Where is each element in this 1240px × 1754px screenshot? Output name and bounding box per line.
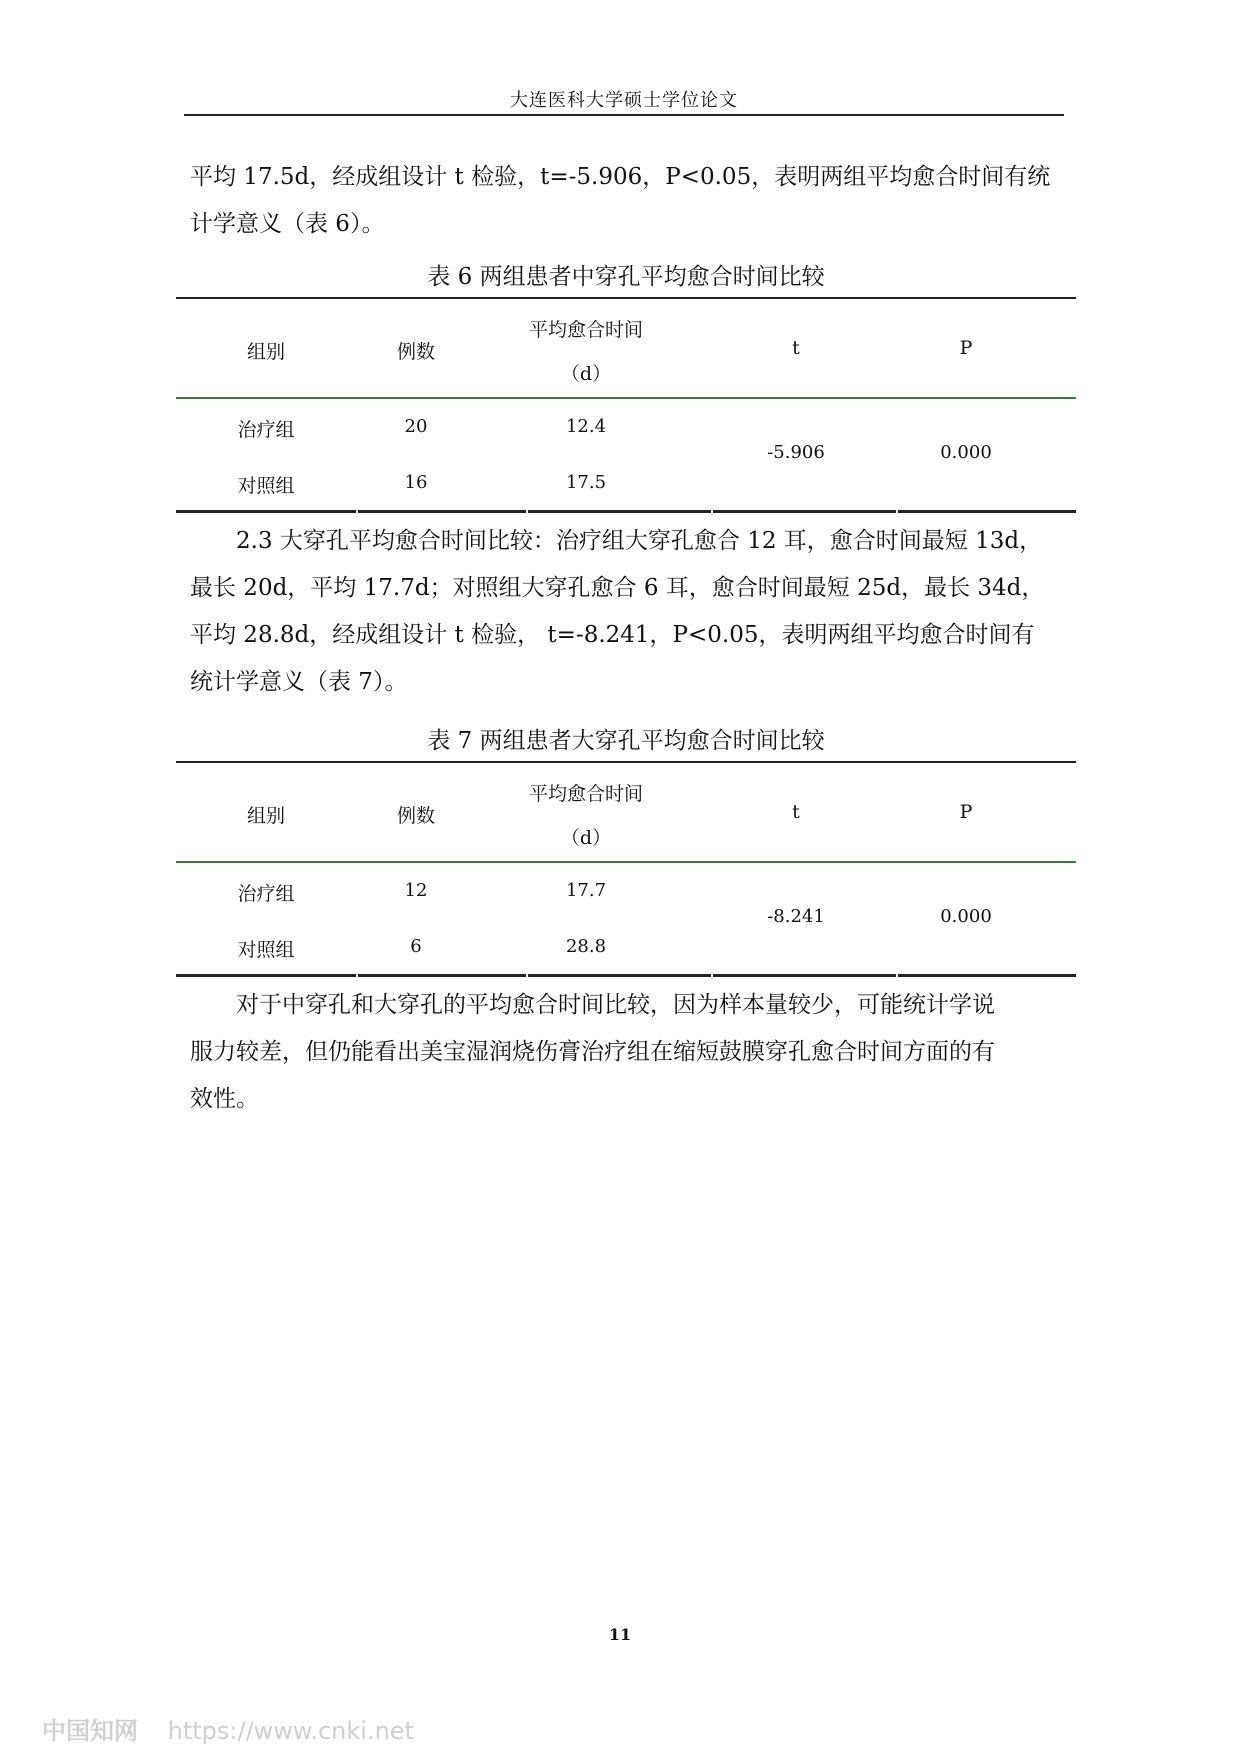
watermark-brand: 中国知网 bbox=[42, 1717, 138, 1745]
cell-count: 20 bbox=[404, 416, 428, 437]
table-7 bbox=[176, 761, 1076, 981]
cell-group: 对照组 bbox=[237, 475, 295, 497]
table-header-rule bbox=[176, 397, 1076, 399]
table-6 bbox=[176, 297, 1076, 517]
cell-group: 治疗组 bbox=[237, 419, 295, 441]
column-gap bbox=[896, 974, 898, 981]
watermark bbox=[42, 1711, 414, 1746]
header-time: 平均愈合时间 bbox=[528, 783, 643, 805]
paragraph-line: 效性。 bbox=[190, 1086, 259, 1112]
table-6-caption: 表 6 两组患者中穿孔平均愈合时间比较 bbox=[427, 264, 825, 290]
running-header: 大连医科大学硕士学位论文 bbox=[510, 90, 738, 111]
cell-p-value: 0.000 bbox=[940, 906, 992, 927]
column-gap bbox=[711, 510, 713, 517]
table-7-caption: 表 7 两组患者大穿孔平均愈合时间比较 bbox=[427, 728, 825, 754]
column-gap bbox=[896, 510, 898, 517]
paragraph-line: 对于中穿孔和大穿孔的平均愈合时间比较，因为样本量较少，可能统计学说 bbox=[236, 992, 995, 1018]
paragraph-line: 最长 20d，平均 17.7d；对照组大穿孔愈合 6 耳，愈合时间最短 25d，最长 34d， bbox=[190, 575, 1045, 601]
header-count: 例数 bbox=[396, 805, 435, 827]
header-rule bbox=[184, 114, 1064, 116]
paragraph-line: 统计学意义（表 7）。 bbox=[190, 669, 408, 695]
cell-t-value: -8.241 bbox=[767, 906, 825, 927]
header-t: t bbox=[792, 801, 800, 823]
cell-time: 17.5 bbox=[565, 472, 607, 493]
paragraph-line: 平均 28.8d，经成组设计 t 检验， t=-8.241，P<0.05，表明两组平均愈合时间有 bbox=[190, 622, 1035, 648]
cell-t-value: -5.906 bbox=[767, 442, 825, 463]
paragraph-3 bbox=[190, 982, 1060, 1123]
header-count: 例数 bbox=[396, 341, 435, 363]
header-p: P bbox=[959, 337, 973, 359]
header-time: 平均愈合时间 bbox=[528, 319, 643, 341]
page-number: 11 bbox=[608, 1625, 632, 1644]
table-bottom-rule bbox=[176, 510, 1076, 513]
paragraph-line: 平均 17.5d，经成组设计 t 检验，t=-5.906，P<0.05，表明两组平均愈合时间有统 bbox=[190, 164, 1051, 190]
cell-count: 16 bbox=[404, 472, 428, 493]
column-gap bbox=[356, 510, 358, 517]
cell-time: 12.4 bbox=[565, 416, 607, 437]
cell-group: 治疗组 bbox=[237, 883, 295, 905]
table-bottom-rule bbox=[176, 974, 1076, 977]
paragraph-line: 服力较差，但仍能看出美宝湿润烧伤膏治疗组在缩短鼓膜穿孔愈合时间方面的有 bbox=[190, 1039, 995, 1065]
header-p: P bbox=[959, 801, 973, 823]
table-top-rule bbox=[176, 761, 1076, 763]
cell-p-value: 0.000 bbox=[940, 442, 992, 463]
cell-time: 28.8 bbox=[565, 936, 607, 957]
paragraph-1 bbox=[190, 154, 1060, 248]
watermark-url: https://www.cnki.net bbox=[167, 1717, 414, 1745]
header-time-unit: （d） bbox=[560, 363, 612, 385]
column-gap bbox=[526, 510, 528, 517]
column-gap bbox=[356, 974, 358, 981]
cell-count: 12 bbox=[404, 880, 428, 901]
cell-group: 对照组 bbox=[237, 939, 295, 961]
paragraph-2 bbox=[190, 518, 1060, 706]
cell-count: 6 bbox=[410, 936, 422, 957]
paragraph-line: 计学意义（表 6）。 bbox=[190, 211, 385, 237]
header-t: t bbox=[792, 337, 800, 359]
paragraph-line: 2.3 大穿孔平均愈合时间比较：治疗组大穿孔愈合 12 耳，愈合时间最短 13d， bbox=[236, 528, 1043, 554]
header-group: 组别 bbox=[246, 341, 285, 363]
table-header-rule bbox=[176, 861, 1076, 863]
header-group: 组别 bbox=[246, 805, 285, 827]
table-top-rule bbox=[176, 297, 1076, 299]
column-gap bbox=[526, 974, 528, 981]
column-gap bbox=[711, 974, 713, 981]
cell-time: 17.7 bbox=[565, 880, 607, 901]
header-time-unit: （d） bbox=[560, 827, 612, 849]
